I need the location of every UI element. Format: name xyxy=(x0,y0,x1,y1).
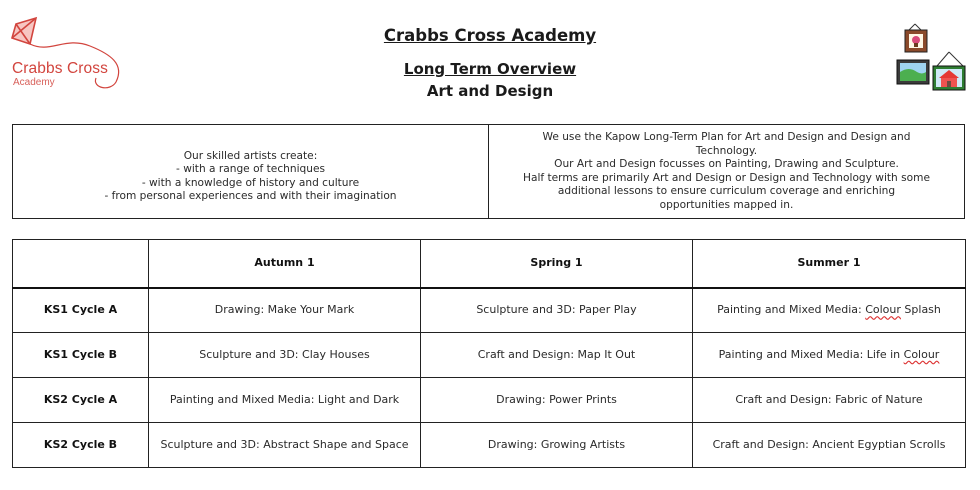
intro-right-line: opportunities mapped in. xyxy=(659,198,794,211)
summer-cell xyxy=(693,333,966,378)
summer-cell xyxy=(693,288,966,333)
intro-curriculum-statement xyxy=(489,125,964,218)
intro-left-line: - with a range of techniques xyxy=(176,163,325,175)
header-cell-empty xyxy=(13,240,149,288)
summer-cell: Craft and Design: Ancient Egyptian Scrolls xyxy=(693,423,966,468)
intro-right-line: Our Art and Design focusses on Painting, Drawing and Sculpture. xyxy=(554,158,899,170)
header-cell-autumn: Autumn 1 xyxy=(149,240,421,288)
summer-text: Painting and Mixed Media: Life in xyxy=(718,348,904,361)
spring-cell: Drawing: Growing Artists xyxy=(421,423,693,468)
table-row xyxy=(13,423,966,468)
school-title: Crabbs Cross Academy xyxy=(383,26,597,45)
intro-right-line: We use the Kapow Long-Term Plan for Art and Design and Design and xyxy=(542,131,911,143)
intro-right-line: additional lessons to ensure curriculum coverage and enriching xyxy=(557,185,896,197)
autumn-cell: Drawing: Make Your Mark xyxy=(149,288,421,333)
row-label: KS2 Cycle B xyxy=(13,423,149,468)
summer-text: Painting and Mixed Media: xyxy=(717,303,866,317)
intro-right-line: Half terms are primarily Art and Design or Design and Technology with some xyxy=(523,171,930,184)
intro-left-line: Our skilled artists create: xyxy=(183,149,318,162)
summer-text-suffix: Splash xyxy=(900,303,941,317)
table-row xyxy=(13,333,966,378)
spring-cell: Drawing: Power Prints xyxy=(421,378,693,423)
table-row xyxy=(13,288,966,333)
autumn-cell: Painting and Mixed Media: Light and Dark xyxy=(149,378,421,423)
logo-name: Crabbs Cross xyxy=(12,60,108,77)
autumn-cell: Sculpture and 3D: Clay Houses xyxy=(149,333,421,378)
subject-title: Art and Design xyxy=(426,82,554,100)
autumn-cell: Sculpture and 3D: Abstract Shape and Space xyxy=(149,423,421,468)
intro-left-line: - from personal experiences and with their imagination xyxy=(104,190,397,202)
row-label: KS1 Cycle A xyxy=(13,288,149,333)
framed-pictures-icon xyxy=(895,22,967,94)
spring-cell: Sculpture and 3D: Paper Play xyxy=(421,288,693,333)
logo-subtitle: Academy xyxy=(13,77,55,88)
intro-artists-statement xyxy=(13,125,489,218)
summer-cell: Craft and Design: Fabric of Nature xyxy=(693,378,966,423)
header-cell-spring: Spring 1 xyxy=(421,240,693,288)
overview-table xyxy=(12,239,966,468)
row-label: KS2 Cycle A xyxy=(13,378,149,423)
spellcheck-flagged-word: Colour xyxy=(903,348,940,361)
spellcheck-flagged-word: Colour xyxy=(865,303,901,317)
document-title: Long Term Overview xyxy=(403,60,577,78)
header-cell-summer: Summer 1 xyxy=(693,240,966,288)
intro-left-line: - with a knowledge of history and culture xyxy=(141,176,360,189)
intro-box xyxy=(12,124,965,219)
table-header-row xyxy=(13,240,966,288)
spring-cell: Craft and Design: Map It Out xyxy=(421,333,693,378)
intro-right-line: Technology. xyxy=(695,144,758,157)
table-row xyxy=(13,378,966,423)
row-label: KS1 Cycle B xyxy=(13,333,149,378)
